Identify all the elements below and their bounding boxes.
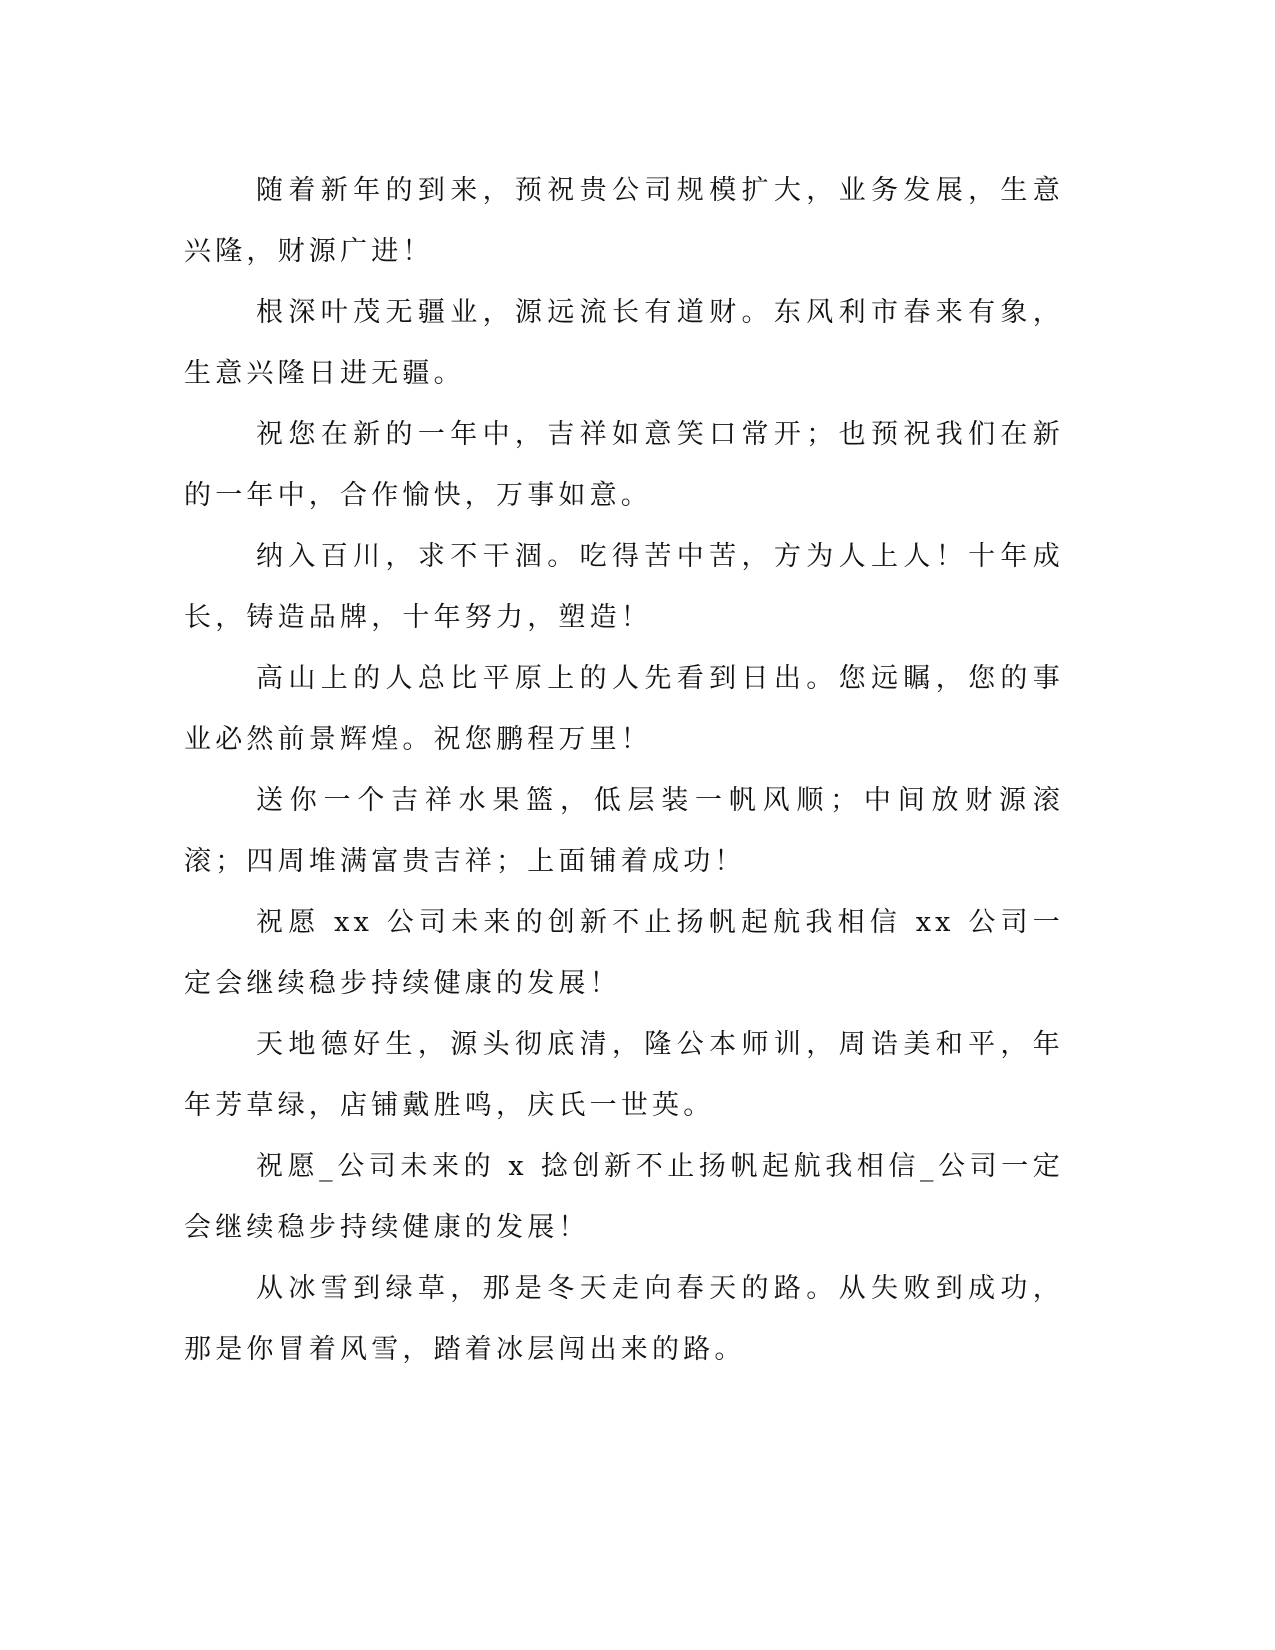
paragraph-6: 送你一个吉祥水果篮，低层装一帆风顺；中间放财源滚滚；四周堆满富贵吉祥；上面铺着成功！ — [184, 785, 1064, 877]
paragraph-10: 从冰雪到绿草，那是冬天走向春天的路。从失败到成功，那是你冒着风雪，踏着冰层闯出来的路。 — [184, 1273, 1064, 1365]
paragraph-4: 纳入百川，求不干涸。吃得苦中苦，方为人上人！十年成长，铸造品牌，十年努力，塑造！ — [184, 541, 1064, 633]
paragraph-9: 祝愿_公司未来的 x 捻创新不止扬帆起航我相信_公司一定会继续稳步持续健康的发展！ — [184, 1151, 1064, 1243]
paragraph-8: 天地德好生，源头彻底清，隆公本师训，周诰美和平，年年芳草绿，店铺戴胜鸣，庆氏一世英。 — [184, 1029, 1064, 1121]
paragraph-3: 祝您在新的一年中，吉祥如意笑口常开；也预祝我们在新的一年中，合作愉快，万事如意。 — [184, 419, 1064, 511]
document-body — [184, 160, 1064, 1380]
paragraph-5: 高山上的人总比平原上的人先看到日出。您远瞩，您的事业必然前景辉煌。祝您鹏程万里！ — [184, 663, 1064, 755]
paragraph-1: 随着新年的到来，预祝贵公司规模扩大，业务发展，生意兴隆，财源广进！ — [184, 175, 1064, 267]
paragraph-2: 根深叶茂无疆业，源远流长有道财。东风利市春来有象，生意兴隆日进无疆。 — [184, 297, 1064, 389]
paragraph-7: 祝愿 xx 公司未来的创新不止扬帆起航我相信 xx 公司一定会继续稳步持续健康的发展！ — [184, 907, 1064, 999]
